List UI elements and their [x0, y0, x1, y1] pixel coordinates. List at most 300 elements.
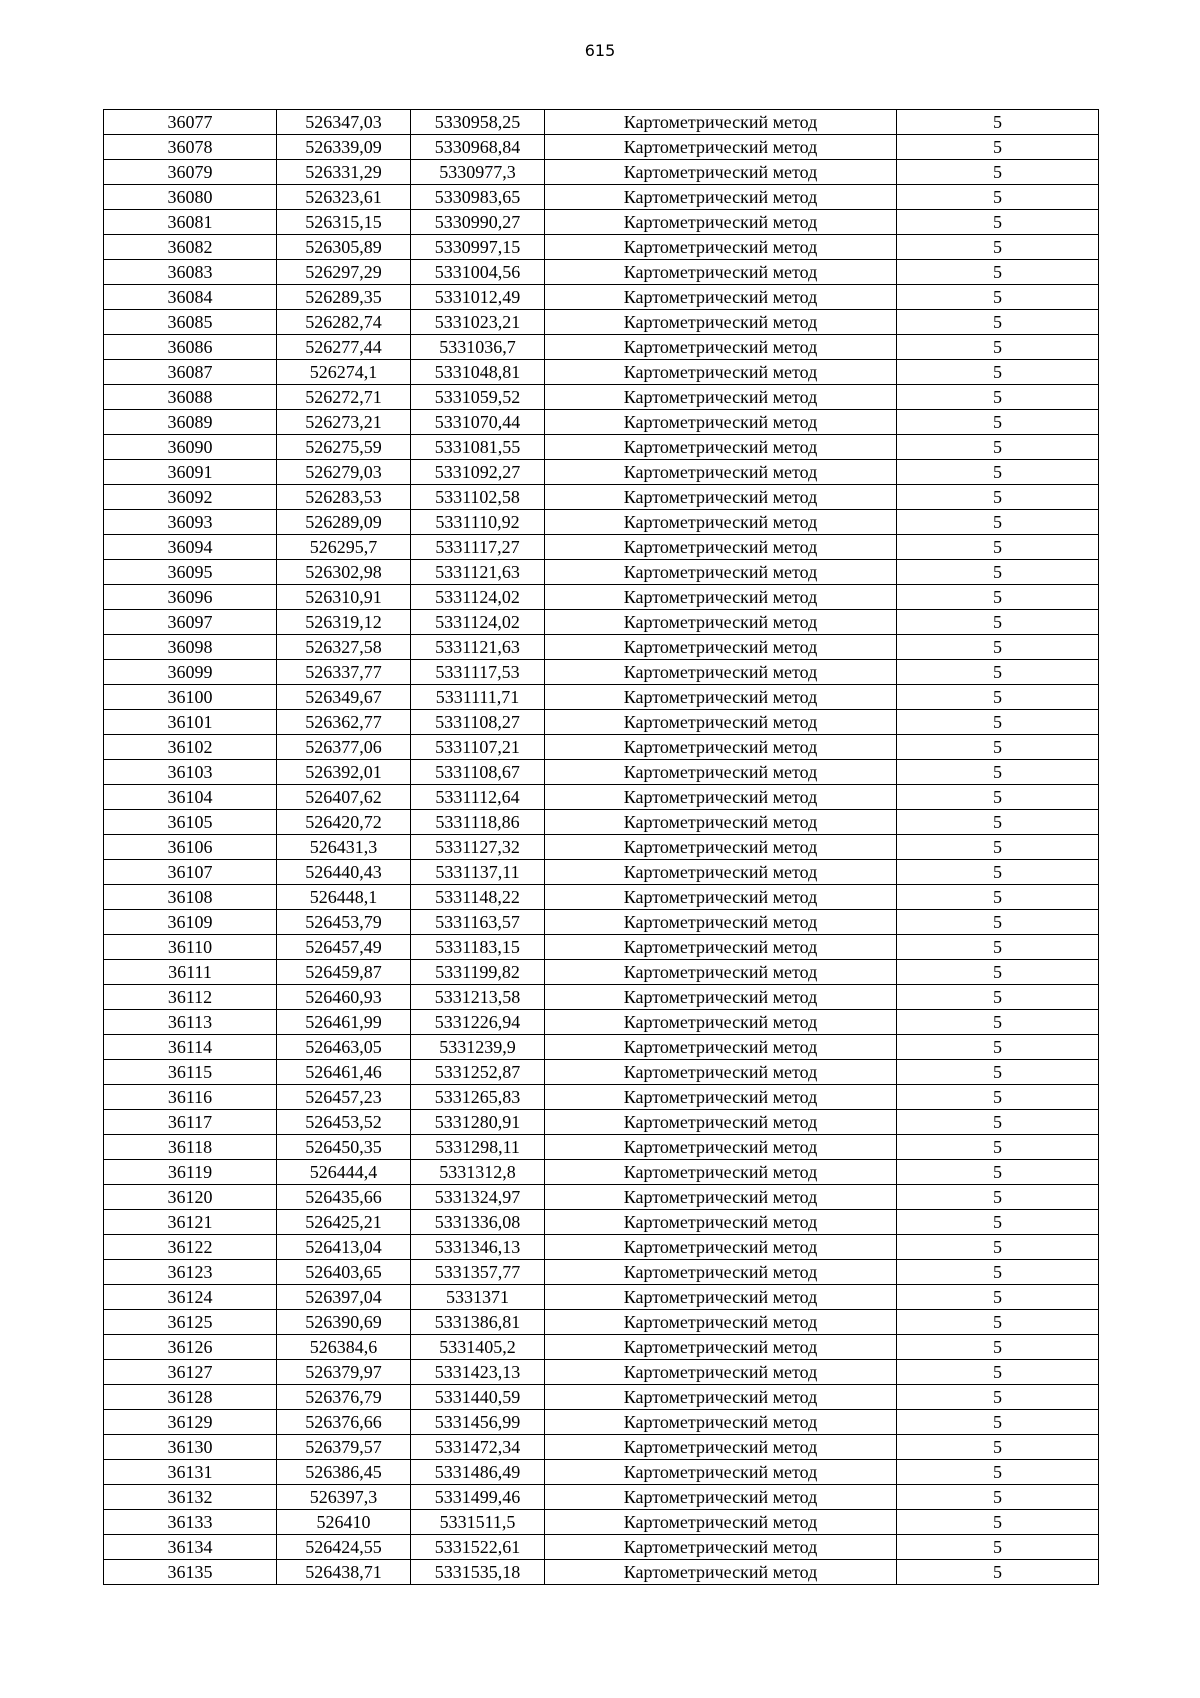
table-row [104, 460, 1099, 485]
method-cell: Картометрический метод [545, 1035, 897, 1060]
y-coordinate-cell: 5331265,83 [411, 1085, 545, 1110]
table-row [104, 1560, 1099, 1585]
table-row [104, 435, 1099, 460]
accuracy-cell: 5 [897, 710, 1099, 735]
point-number-cell: 36096 [104, 585, 277, 610]
x-coordinate-cell: 526463,05 [277, 1035, 411, 1060]
method-cell: Картометрический метод [545, 1235, 897, 1260]
table-row [104, 1435, 1099, 1460]
y-coordinate-cell: 5331405,2 [411, 1335, 545, 1360]
y-coordinate-cell: 5331522,61 [411, 1535, 545, 1560]
table-row [104, 260, 1099, 285]
accuracy-cell: 5 [897, 385, 1099, 410]
accuracy-cell: 5 [897, 260, 1099, 285]
x-coordinate-cell: 526450,35 [277, 1135, 411, 1160]
table-row [104, 760, 1099, 785]
accuracy-cell: 5 [897, 360, 1099, 385]
point-number-cell: 36079 [104, 160, 277, 185]
point-number-cell: 36132 [104, 1485, 277, 1510]
accuracy-cell: 5 [897, 1110, 1099, 1135]
table-row [104, 910, 1099, 935]
table-row [104, 385, 1099, 410]
table-row [104, 1260, 1099, 1285]
method-cell: Картометрический метод [545, 135, 897, 160]
y-coordinate-cell: 5331111,71 [411, 685, 545, 710]
y-coordinate-cell: 5331117,27 [411, 535, 545, 560]
accuracy-cell: 5 [897, 1035, 1099, 1060]
method-cell: Картометрический метод [545, 385, 897, 410]
x-coordinate-cell: 526323,61 [277, 185, 411, 210]
point-number-cell: 36080 [104, 185, 277, 210]
y-coordinate-cell: 5331081,55 [411, 435, 545, 460]
accuracy-cell: 5 [897, 235, 1099, 260]
y-coordinate-cell: 5331048,81 [411, 360, 545, 385]
table-row [104, 210, 1099, 235]
x-coordinate-cell: 526275,59 [277, 435, 411, 460]
point-number-cell: 36093 [104, 510, 277, 535]
table-row [104, 685, 1099, 710]
table-row [104, 1235, 1099, 1260]
table-row [104, 135, 1099, 160]
method-cell: Картометрический метод [545, 510, 897, 535]
table-row [104, 1060, 1099, 1085]
method-cell: Картометрический метод [545, 210, 897, 235]
accuracy-cell: 5 [897, 510, 1099, 535]
table-row [104, 1285, 1099, 1310]
y-coordinate-cell: 5331121,63 [411, 560, 545, 585]
accuracy-cell: 5 [897, 335, 1099, 360]
accuracy-cell: 5 [897, 885, 1099, 910]
point-number-cell: 36117 [104, 1110, 277, 1135]
y-coordinate-cell: 5330997,15 [411, 235, 545, 260]
table-row [104, 635, 1099, 660]
point-number-cell: 36083 [104, 260, 277, 285]
method-cell: Картометрический метод [545, 1360, 897, 1385]
accuracy-cell: 5 [897, 485, 1099, 510]
method-cell: Картометрический метод [545, 260, 897, 285]
point-number-cell: 36085 [104, 310, 277, 335]
point-number-cell: 36115 [104, 1060, 277, 1085]
method-cell: Картометрический метод [545, 1085, 897, 1110]
table-row [104, 510, 1099, 535]
point-number-cell: 36098 [104, 635, 277, 660]
point-number-cell: 36091 [104, 460, 277, 485]
x-coordinate-cell: 526440,43 [277, 860, 411, 885]
point-number-cell: 36105 [104, 810, 277, 835]
y-coordinate-cell: 5331004,56 [411, 260, 545, 285]
y-coordinate-cell: 5331023,21 [411, 310, 545, 335]
y-coordinate-cell: 5331456,99 [411, 1410, 545, 1435]
method-cell: Картометрический метод [545, 1535, 897, 1560]
point-number-cell: 36122 [104, 1235, 277, 1260]
table-row [104, 535, 1099, 560]
table-row [104, 1335, 1099, 1360]
x-coordinate-cell: 526453,79 [277, 910, 411, 935]
y-coordinate-cell: 5331252,87 [411, 1060, 545, 1085]
x-coordinate-cell: 526282,74 [277, 310, 411, 335]
y-coordinate-cell: 5331312,8 [411, 1160, 545, 1185]
method-cell: Картометрический метод [545, 735, 897, 760]
x-coordinate-cell: 526283,53 [277, 485, 411, 510]
point-number-cell: 36090 [104, 435, 277, 460]
table-row [104, 960, 1099, 985]
accuracy-cell: 5 [897, 810, 1099, 835]
point-number-cell: 36107 [104, 860, 277, 885]
x-coordinate-cell: 526327,58 [277, 635, 411, 660]
method-cell: Картометрический метод [545, 635, 897, 660]
point-number-cell: 36112 [104, 985, 277, 1010]
y-coordinate-cell: 5330968,84 [411, 135, 545, 160]
method-cell: Картометрический метод [545, 1485, 897, 1510]
table-row [104, 1035, 1099, 1060]
point-number-cell: 36110 [104, 935, 277, 960]
accuracy-cell: 5 [897, 1160, 1099, 1185]
method-cell: Картометрический метод [545, 960, 897, 985]
table-row [104, 1135, 1099, 1160]
table-row [104, 860, 1099, 885]
table-row [104, 285, 1099, 310]
y-coordinate-cell: 5331511,5 [411, 1510, 545, 1535]
y-coordinate-cell: 5331280,91 [411, 1110, 545, 1135]
table-row [104, 1485, 1099, 1510]
accuracy-cell: 5 [897, 1185, 1099, 1210]
method-cell: Картометрический метод [545, 1110, 897, 1135]
y-coordinate-cell: 5330958,25 [411, 110, 545, 135]
table-row [104, 160, 1099, 185]
x-coordinate-cell: 526305,89 [277, 235, 411, 260]
x-coordinate-cell: 526459,87 [277, 960, 411, 985]
x-coordinate-cell: 526457,23 [277, 1085, 411, 1110]
method-cell: Картометрический метод [545, 810, 897, 835]
accuracy-cell: 5 [897, 860, 1099, 885]
table-row [104, 310, 1099, 335]
table-row [104, 1110, 1099, 1135]
table-row [104, 610, 1099, 635]
method-cell: Картометрический метод [545, 885, 897, 910]
y-coordinate-cell: 5331148,22 [411, 885, 545, 910]
y-coordinate-cell: 5331163,57 [411, 910, 545, 935]
point-number-cell: 36095 [104, 560, 277, 585]
accuracy-cell: 5 [897, 1385, 1099, 1410]
y-coordinate-cell: 5331199,82 [411, 960, 545, 985]
y-coordinate-cell: 5330983,65 [411, 185, 545, 210]
coordinates-table-body [104, 110, 1099, 1585]
accuracy-cell: 5 [897, 960, 1099, 985]
point-number-cell: 36120 [104, 1185, 277, 1210]
method-cell: Картометрический метод [545, 1560, 897, 1585]
y-coordinate-cell: 5331102,58 [411, 485, 545, 510]
method-cell: Картометрический метод [545, 1060, 897, 1085]
x-coordinate-cell: 526376,66 [277, 1410, 411, 1435]
accuracy-cell: 5 [897, 1435, 1099, 1460]
point-number-cell: 36078 [104, 135, 277, 160]
accuracy-cell: 5 [897, 1285, 1099, 1310]
y-coordinate-cell: 5331108,67 [411, 760, 545, 785]
x-coordinate-cell: 526461,99 [277, 1010, 411, 1035]
table-row [104, 835, 1099, 860]
x-coordinate-cell: 526460,93 [277, 985, 411, 1010]
y-coordinate-cell: 5331346,13 [411, 1235, 545, 1260]
table-row [104, 985, 1099, 1010]
y-coordinate-cell: 5331137,11 [411, 860, 545, 885]
accuracy-cell: 5 [897, 1235, 1099, 1260]
accuracy-cell: 5 [897, 835, 1099, 860]
x-coordinate-cell: 526272,71 [277, 385, 411, 410]
method-cell: Картометрический метод [545, 1135, 897, 1160]
point-number-cell: 36129 [104, 1410, 277, 1435]
accuracy-cell: 5 [897, 1060, 1099, 1085]
y-coordinate-cell: 5331336,08 [411, 1210, 545, 1235]
y-coordinate-cell: 5331112,64 [411, 785, 545, 810]
x-coordinate-cell: 526444,4 [277, 1160, 411, 1185]
accuracy-cell: 5 [897, 135, 1099, 160]
x-coordinate-cell: 526438,71 [277, 1560, 411, 1585]
table-row [104, 1535, 1099, 1560]
accuracy-cell: 5 [897, 1360, 1099, 1385]
y-coordinate-cell: 5331127,32 [411, 835, 545, 860]
table-row [104, 935, 1099, 960]
point-number-cell: 36128 [104, 1385, 277, 1410]
x-coordinate-cell: 526376,79 [277, 1385, 411, 1410]
x-coordinate-cell: 526339,09 [277, 135, 411, 160]
x-coordinate-cell: 526347,03 [277, 110, 411, 135]
accuracy-cell: 5 [897, 310, 1099, 335]
method-cell: Картометрический метод [545, 1310, 897, 1335]
coordinates-table [103, 109, 1099, 1585]
y-coordinate-cell: 5331121,63 [411, 635, 545, 660]
table-row [104, 360, 1099, 385]
method-cell: Картометрический метод [545, 1260, 897, 1285]
y-coordinate-cell: 5331059,52 [411, 385, 545, 410]
method-cell: Картометрический метод [545, 1385, 897, 1410]
y-coordinate-cell: 5331324,97 [411, 1185, 545, 1210]
table-row [104, 660, 1099, 685]
accuracy-cell: 5 [897, 110, 1099, 135]
accuracy-cell: 5 [897, 735, 1099, 760]
accuracy-cell: 5 [897, 1460, 1099, 1485]
method-cell: Картометрический метод [545, 160, 897, 185]
accuracy-cell: 5 [897, 1535, 1099, 1560]
table-row [104, 1510, 1099, 1535]
accuracy-cell: 5 [897, 410, 1099, 435]
point-number-cell: 36086 [104, 335, 277, 360]
x-coordinate-cell: 526279,03 [277, 460, 411, 485]
y-coordinate-cell: 5331226,94 [411, 1010, 545, 1035]
accuracy-cell: 5 [897, 585, 1099, 610]
y-coordinate-cell: 5331486,49 [411, 1460, 545, 1485]
x-coordinate-cell: 526379,57 [277, 1435, 411, 1460]
method-cell: Картометрический метод [545, 685, 897, 710]
accuracy-cell: 5 [897, 1485, 1099, 1510]
y-coordinate-cell: 5331124,02 [411, 585, 545, 610]
method-cell: Картометрический метод [545, 1160, 897, 1185]
y-coordinate-cell: 5331110,92 [411, 510, 545, 535]
x-coordinate-cell: 526377,06 [277, 735, 411, 760]
x-coordinate-cell: 526273,21 [277, 410, 411, 435]
y-coordinate-cell: 5331108,27 [411, 710, 545, 735]
y-coordinate-cell: 5331357,77 [411, 1260, 545, 1285]
x-coordinate-cell: 526310,91 [277, 585, 411, 610]
method-cell: Картометрический метод [545, 1335, 897, 1360]
point-number-cell: 36081 [104, 210, 277, 235]
method-cell: Картометрический метод [545, 460, 897, 485]
x-coordinate-cell: 526319,12 [277, 610, 411, 635]
point-number-cell: 36092 [104, 485, 277, 510]
method-cell: Картометрический метод [545, 110, 897, 135]
x-coordinate-cell: 526297,29 [277, 260, 411, 285]
x-coordinate-cell: 526331,29 [277, 160, 411, 185]
x-coordinate-cell: 526457,49 [277, 935, 411, 960]
point-number-cell: 36116 [104, 1085, 277, 1110]
x-coordinate-cell: 526431,3 [277, 835, 411, 860]
point-number-cell: 36084 [104, 285, 277, 310]
table-row [104, 335, 1099, 360]
point-number-cell: 36108 [104, 885, 277, 910]
page-number: 615 [584, 41, 616, 60]
table-row [104, 410, 1099, 435]
method-cell: Картометрический метод [545, 710, 897, 735]
x-coordinate-cell: 526379,97 [277, 1360, 411, 1385]
method-cell: Картометрический метод [545, 360, 897, 385]
x-coordinate-cell: 526274,1 [277, 360, 411, 385]
accuracy-cell: 5 [897, 685, 1099, 710]
method-cell: Картометрический метод [545, 1510, 897, 1535]
table-row [104, 1160, 1099, 1185]
accuracy-cell: 5 [897, 785, 1099, 810]
method-cell: Картометрический метод [545, 410, 897, 435]
method-cell: Картометрический метод [545, 335, 897, 360]
table-row [104, 1185, 1099, 1210]
accuracy-cell: 5 [897, 1410, 1099, 1435]
y-coordinate-cell: 5331012,49 [411, 285, 545, 310]
accuracy-cell: 5 [897, 760, 1099, 785]
table-row [104, 735, 1099, 760]
table-row [104, 560, 1099, 585]
accuracy-cell: 5 [897, 1085, 1099, 1110]
method-cell: Картометрический метод [545, 235, 897, 260]
point-number-cell: 36097 [104, 610, 277, 635]
table-row [104, 485, 1099, 510]
method-cell: Картометрический метод [545, 535, 897, 560]
table-row [104, 1360, 1099, 1385]
x-coordinate-cell: 526397,3 [277, 1485, 411, 1510]
y-coordinate-cell: 5331472,34 [411, 1435, 545, 1460]
table-row [104, 710, 1099, 735]
x-coordinate-cell: 526410 [277, 1510, 411, 1535]
x-coordinate-cell: 526362,77 [277, 710, 411, 735]
y-coordinate-cell: 5331118,86 [411, 810, 545, 835]
x-coordinate-cell: 526397,04 [277, 1285, 411, 1310]
x-coordinate-cell: 526315,15 [277, 210, 411, 235]
method-cell: Картометрический метод [545, 1285, 897, 1310]
point-number-cell: 36130 [104, 1435, 277, 1460]
accuracy-cell: 5 [897, 935, 1099, 960]
y-coordinate-cell: 5330990,27 [411, 210, 545, 235]
x-coordinate-cell: 526302,98 [277, 560, 411, 585]
x-coordinate-cell: 526424,55 [277, 1535, 411, 1560]
y-coordinate-cell: 5331070,44 [411, 410, 545, 435]
method-cell: Картометрический метод [545, 1460, 897, 1485]
table-row [104, 810, 1099, 835]
point-number-cell: 36102 [104, 735, 277, 760]
point-number-cell: 36134 [104, 1535, 277, 1560]
method-cell: Картометрический метод [545, 760, 897, 785]
accuracy-cell: 5 [897, 435, 1099, 460]
accuracy-cell: 5 [897, 285, 1099, 310]
point-number-cell: 36126 [104, 1335, 277, 1360]
accuracy-cell: 5 [897, 610, 1099, 635]
x-coordinate-cell: 526413,04 [277, 1235, 411, 1260]
point-number-cell: 36088 [104, 385, 277, 410]
point-number-cell: 36125 [104, 1310, 277, 1335]
method-cell: Картометрический метод [545, 610, 897, 635]
x-coordinate-cell: 526403,65 [277, 1260, 411, 1285]
y-coordinate-cell: 5331107,21 [411, 735, 545, 760]
table-row [104, 1210, 1099, 1235]
table-row [104, 1410, 1099, 1435]
method-cell: Картометрический метод [545, 560, 897, 585]
point-number-cell: 36087 [104, 360, 277, 385]
accuracy-cell: 5 [897, 1335, 1099, 1360]
method-cell: Картометрический метод [545, 910, 897, 935]
accuracy-cell: 5 [897, 1260, 1099, 1285]
method-cell: Картометрический метод [545, 585, 897, 610]
method-cell: Картометрический метод [545, 985, 897, 1010]
point-number-cell: 36100 [104, 685, 277, 710]
point-number-cell: 36113 [104, 1010, 277, 1035]
table-row [104, 185, 1099, 210]
method-cell: Картометрический метод [545, 860, 897, 885]
accuracy-cell: 5 [897, 1010, 1099, 1035]
method-cell: Картометрический метод [545, 1435, 897, 1460]
table-row [104, 1085, 1099, 1110]
method-cell: Картометрический метод [545, 185, 897, 210]
y-coordinate-cell: 5331036,7 [411, 335, 545, 360]
accuracy-cell: 5 [897, 1310, 1099, 1335]
method-cell: Картометрический метод [545, 485, 897, 510]
point-number-cell: 36114 [104, 1035, 277, 1060]
x-coordinate-cell: 526384,6 [277, 1335, 411, 1360]
y-coordinate-cell: 5331183,15 [411, 935, 545, 960]
point-number-cell: 36133 [104, 1510, 277, 1535]
y-coordinate-cell: 5331423,13 [411, 1360, 545, 1385]
method-cell: Картометрический метод [545, 835, 897, 860]
method-cell: Картометрический метод [545, 785, 897, 810]
y-coordinate-cell: 5331213,58 [411, 985, 545, 1010]
accuracy-cell: 5 [897, 1210, 1099, 1235]
accuracy-cell: 5 [897, 160, 1099, 185]
accuracy-cell: 5 [897, 635, 1099, 660]
table-row [104, 110, 1099, 135]
table-row [104, 1010, 1099, 1035]
y-coordinate-cell: 5331440,59 [411, 1385, 545, 1410]
table-row [104, 585, 1099, 610]
y-coordinate-cell: 5330977,3 [411, 160, 545, 185]
table-row [104, 1310, 1099, 1335]
point-number-cell: 36121 [104, 1210, 277, 1235]
table-row [104, 785, 1099, 810]
point-number-cell: 36131 [104, 1460, 277, 1485]
point-number-cell: 36077 [104, 110, 277, 135]
table-row [104, 1385, 1099, 1410]
y-coordinate-cell: 5331386,81 [411, 1310, 545, 1335]
x-coordinate-cell: 526337,77 [277, 660, 411, 685]
x-coordinate-cell: 526386,45 [277, 1460, 411, 1485]
x-coordinate-cell: 526425,21 [277, 1210, 411, 1235]
x-coordinate-cell: 526295,7 [277, 535, 411, 560]
x-coordinate-cell: 526289,09 [277, 510, 411, 535]
method-cell: Картометрический метод [545, 1185, 897, 1210]
